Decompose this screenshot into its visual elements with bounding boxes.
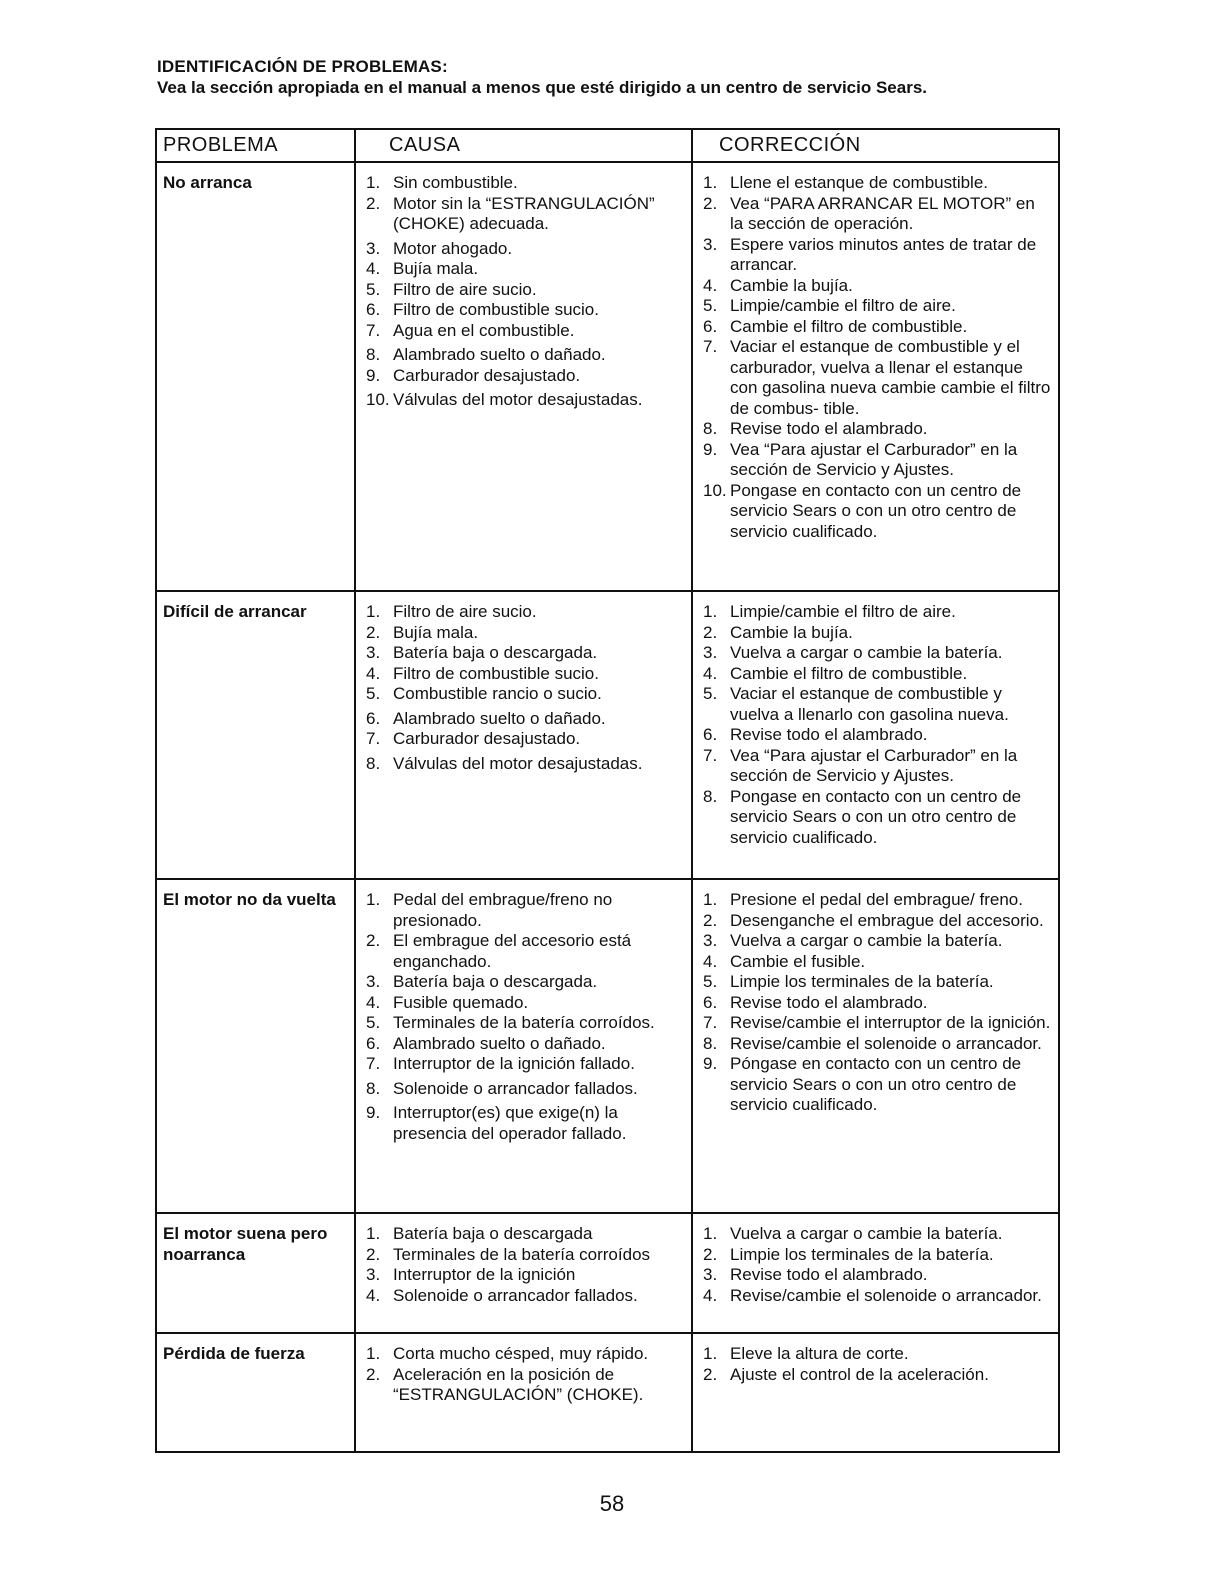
correction-item [699,643,1052,664]
correction-text: Pongase en contacto con un centro de servicio Sears o con un otro centro de servicio cualificado. [730,480,1022,541]
cause-item [362,173,685,194]
cause-item [362,602,685,623]
cause-number: 3. [366,972,381,991]
cause-text: Pedal del embrague/freno no presionado. [393,890,613,930]
correction-list [699,1224,1052,1306]
correction-number: 3. [703,1265,718,1284]
cause-text: Bujía mala. [393,622,479,642]
cause-text: Motor sin la “ESTRANGULACIÓN” (CHOKE) adecuada. [393,193,655,233]
cause-text: Motor ahogado. [393,238,513,258]
cause-number: 4. [366,1285,381,1305]
cause-number: 6. [366,300,381,319]
cause-item [362,300,685,321]
cause-item [362,1365,685,1406]
correction-number: 1. [703,1224,718,1243]
cause-item [362,1103,685,1144]
cause-item [362,280,685,301]
correction-item [699,440,1052,481]
correction-text: Vea “Para ajustar el Carburador” en la sección de Servicio y Ajustes. [730,439,1018,479]
correction-text: Revise/cambie el solenoide o arrancador. [730,1285,1042,1305]
cause-number: 10. [366,390,390,409]
cause-text: Solenoide o arrancador fallados. [393,1285,638,1305]
cause-text: Sin combustible. [393,173,518,192]
correction-text: Espere varios minutos antes de tratar de arrancar. [730,234,1037,274]
cause-item [362,194,685,235]
cause-text: Filtro de aire sucio. [393,602,537,621]
cause-text: Alambrado suelto o dañado. [393,708,606,728]
cause-text: Alambrado suelto o dañado. [393,1033,606,1053]
problem-cell: Pérdida de fuerza [156,1333,355,1452]
cause-number: 1. [366,602,381,621]
cause-number: 8. [366,753,381,773]
correction-item [699,1224,1052,1245]
cause-text: Solenoide o arrancador fallados. [393,1078,638,1098]
correction-text: Desenganche el embrague del accesorio. [730,910,1044,930]
cause-text: El embrague del accesorio está enganchado. [393,931,632,971]
table-header-row [156,129,1059,162]
cause-number: 3. [366,238,381,258]
correction-text: Eleve la altura de corte. [730,1344,909,1363]
cause-text: Corta mucho césped, muy rápido. [393,1344,649,1363]
correction-number: 4. [703,1285,718,1305]
cause-item [362,890,685,931]
cause-item [362,623,685,644]
cause-item [362,709,685,730]
troubleshooting-table [155,128,1060,1453]
cause-number: 4. [366,259,381,278]
cause-text: Filtro de combustible sucio. [393,300,599,319]
correction-list [699,602,1052,848]
cause-item [362,972,685,993]
correction-number: 6. [703,725,718,744]
cause-text: Batería baja o descargada. [393,972,598,991]
correction-text: Limpie/cambie el filtro de aire. [730,296,956,315]
cause-list [362,173,685,411]
cause-item [362,1265,685,1286]
cause-number: 8. [366,345,381,364]
correction-text: Cambie la bujía. [730,622,853,642]
cause-text: Aceleración en la posición de “ESTRANGULACIÓN” (CHOKE). [393,1364,644,1404]
correction-number: 8. [703,786,718,806]
correction-text: Revise/cambie el interruptor de la ignición. [730,1013,1051,1032]
correction-number: 1. [703,890,718,909]
correction-list [699,890,1052,1116]
cause-text: Batería baja o descargada. [393,643,598,662]
cause-number: 2. [366,622,381,642]
correction-number: 7. [703,745,718,765]
correction-number: 7. [703,1013,718,1032]
correction-cell [692,162,1059,591]
correction-text: Limpie los terminales de la batería. [730,1244,994,1264]
cause-list [362,602,685,774]
correction-number: 2. [703,1244,718,1264]
correction-text: Póngase en contacto con un centro de servicio Sears o con un otro centro de servicio cualificado. [730,1054,1022,1114]
correction-item [699,194,1052,235]
correction-text: Limpie los terminales de la batería. [730,972,994,991]
cause-cell [355,1333,692,1452]
correction-number: 2. [703,910,718,930]
cause-item [362,931,685,972]
cause-cell [355,591,692,879]
correction-item [699,746,1052,787]
cause-item [362,1054,685,1075]
correction-item [699,890,1052,911]
cause-cell [355,162,692,591]
correction-text: Presione el pedal del embrague/ freno. [730,890,1023,909]
correction-text: Vaciar el estanque de combustible y vuelva a llenarlo con gasolina nueva. [730,684,1009,724]
correction-item [699,419,1052,440]
correction-cell [692,879,1059,1213]
correction-item [699,1344,1052,1365]
cause-item [362,239,685,260]
cause-text: Alambrado suelto o dañado. [393,345,606,364]
correction-number: 1. [703,602,718,621]
cause-number: 4. [366,992,381,1012]
correction-item [699,296,1052,317]
correction-number: 8. [703,419,718,438]
cause-item [362,1079,685,1100]
table-row [156,879,1059,1213]
correction-item [699,1365,1052,1386]
cause-number: 9. [366,365,381,385]
page-title: IDENTIFICACIÓN DE PROBLEMAS: [157,57,448,76]
cause-number: 2. [366,1244,381,1264]
cause-item [362,729,685,750]
cause-number: 7. [366,1054,381,1073]
cause-item [362,1286,685,1307]
table-row [156,1213,1059,1333]
cause-item [362,1034,685,1055]
cause-item [362,1344,685,1365]
correction-number: 4. [703,951,718,971]
correction-number: 9. [703,1054,718,1073]
cause-item [362,993,685,1014]
cause-list [362,890,685,1144]
cause-text: Bujía mala. [393,259,479,278]
correction-list [699,173,1052,542]
page-subtitle: Vea la sección apropiada en el manual a menos que esté dirigido a un centro de servicio Sears. [157,78,928,97]
correction-item [699,684,1052,725]
correction-text: Vuelva a cargar o cambie la batería. [730,643,1003,662]
correction-text: Llene el estanque de combustible. [730,173,989,192]
problem-cell: El motor no da vuelta [156,879,355,1213]
correction-number: 4. [703,663,718,683]
page-number: 58 [599,1491,625,1516]
correction-item [699,725,1052,746]
correction-item [699,481,1052,543]
problem-cell: Difícil de arrancar [156,591,355,879]
cause-item [362,321,685,342]
header-cause: CAUSA [355,129,692,162]
correction-number: 6. [703,316,718,336]
correction-text: Revise/cambie el solenoide o arrancador. [730,1033,1042,1053]
cause-item [362,664,685,685]
cause-number: 8. [366,1078,381,1098]
cause-item [362,1245,685,1266]
cause-item [362,1013,685,1034]
correction-number: 3. [703,643,718,662]
cause-number: 7. [366,320,381,340]
cause-number: 5. [366,279,381,299]
cause-number: 7. [366,729,381,748]
cause-text: Válvulas del motor desajustadas. [393,390,643,409]
correction-number: 3. [703,931,718,950]
cause-text: Batería baja o descargada [393,1224,593,1243]
correction-number: 3. [703,234,718,254]
correction-number: 5. [703,972,718,991]
correction-text: Cambie el fusible. [730,951,866,971]
correction-text: Vea “Para ajustar el Carburador” en la sección de Servicio y Ajustes. [730,745,1018,785]
correction-item [699,602,1052,623]
cause-text: Interruptor de la ignición [393,1265,576,1284]
cause-text: Fusible quemado. [393,992,529,1012]
correction-cell [692,1333,1059,1452]
cause-cell [355,879,692,1213]
cause-number: 5. [366,684,381,703]
correction-item [699,1034,1052,1055]
correction-item [699,993,1052,1014]
correction-text: Cambie el filtro de combustible. [730,663,968,683]
correction-item [699,1265,1052,1286]
correction-text: Revise todo el alambrado. [730,992,928,1012]
correction-text: Vuelva a cargar o cambie la batería. [730,1224,1003,1243]
table-row [156,162,1059,591]
correction-text: Revise todo el alambrado. [730,725,928,744]
cause-text: Filtro de combustible sucio. [393,663,599,683]
cause-item [362,1224,685,1245]
correction-item [699,1245,1052,1266]
correction-item [699,276,1052,297]
problem-cell: El motor suena pero noarranca [156,1213,355,1333]
cause-text: Terminales de la batería corroídos. [393,1013,655,1032]
correction-text: Ajuste el control de la aceleración. [730,1364,989,1384]
correction-number: 1. [703,173,718,192]
correction-list [699,1344,1052,1385]
correction-cell [692,591,1059,879]
correction-number: 5. [703,684,718,703]
problem-cell: No arranca [156,162,355,591]
cause-item [362,366,685,387]
correction-item [699,623,1052,644]
correction-text: Cambie la bujía. [730,275,853,295]
cause-number: 2. [366,193,381,213]
correction-item [699,317,1052,338]
correction-number: 8. [703,1033,718,1053]
correction-text: Revise todo el alambrado. [730,1265,928,1284]
cause-number: 6. [366,708,381,728]
cause-number: 1. [366,173,381,192]
cause-number: 1. [366,1344,381,1363]
cause-item [362,684,685,705]
cause-list [362,1344,685,1406]
correction-text: Vea “PARA ARRANCAR EL MOTOR” en la sección de operación. [730,193,1035,233]
correction-text: Vaciar el estanque de combustible y el carburador, vuelva a llenar el estanque con gasolina nueva cambie cambie el filtro de combus- tible. [730,337,1051,418]
cause-number: 9. [366,1103,381,1122]
correction-text: Revise todo el alambrado. [730,419,928,438]
page-header [157,56,1057,98]
correction-item [699,173,1052,194]
cause-number: 3. [366,1265,381,1284]
correction-item [699,931,1052,952]
cause-list [362,1224,685,1306]
cause-text: Interruptor(es) que exige(n) la presencia del operador fallado. [393,1103,627,1143]
correction-text: Vuelva a cargar o cambie la batería. [730,931,1003,950]
cause-number: 2. [366,931,381,950]
cause-text: Carburador desajustado. [393,729,581,748]
cause-text: Filtro de aire sucio. [393,279,537,299]
correction-number: 1. [703,1344,718,1363]
cause-number: 1. [366,890,381,909]
cause-text: Combustible rancio o sucio. [393,684,602,703]
cause-text: Válvulas del motor desajustadas. [393,753,643,773]
cause-text: Agua en el combustible. [393,320,575,340]
header-problem: PROBLEMA [156,129,355,162]
cause-number: 2. [366,1364,381,1384]
correction-item [699,1054,1052,1116]
cause-item [362,345,685,366]
correction-number: 2. [703,1364,718,1384]
correction-item [699,1286,1052,1307]
correction-number: 9. [703,439,718,459]
correction-number: 7. [703,337,718,356]
correction-text: Pongase en contacto con un centro de servicio Sears o con un otro centro de servicio cualificado. [730,786,1022,847]
cause-item [362,754,685,775]
cause-text: Carburador desajustado. [393,365,581,385]
correction-item [699,787,1052,849]
cause-number: 5. [366,1013,381,1032]
correction-item [699,911,1052,932]
correction-cell [692,1213,1059,1333]
correction-item [699,952,1052,973]
cause-item [362,643,685,664]
correction-item [699,972,1052,993]
table-body [156,162,1059,1452]
cause-item [362,259,685,280]
correction-text: Limpie/cambie el filtro de aire. [730,602,956,621]
correction-item [699,337,1052,419]
header-correction: CORRECCIÓN [692,129,1059,162]
cause-number: 1. [366,1224,381,1243]
correction-number: 4. [703,275,718,295]
correction-item [699,235,1052,276]
correction-item [699,664,1052,685]
cause-text: Terminales de la batería corroídos [393,1244,651,1264]
correction-item [699,1013,1052,1034]
correction-number: 2. [703,193,718,213]
cause-cell [355,1213,692,1333]
table-row [156,591,1059,879]
correction-number: 10. [703,480,727,500]
cause-number: 4. [366,663,381,683]
correction-number: 5. [703,296,718,315]
correction-number: 6. [703,992,718,1012]
cause-text: Interruptor de la ignición fallado. [393,1054,635,1073]
cause-number: 3. [366,643,381,662]
cause-item [362,390,685,411]
correction-text: Cambie el filtro de combustible. [730,316,968,336]
cause-number: 6. [366,1033,381,1053]
table-row [156,1333,1059,1452]
correction-number: 2. [703,622,718,642]
